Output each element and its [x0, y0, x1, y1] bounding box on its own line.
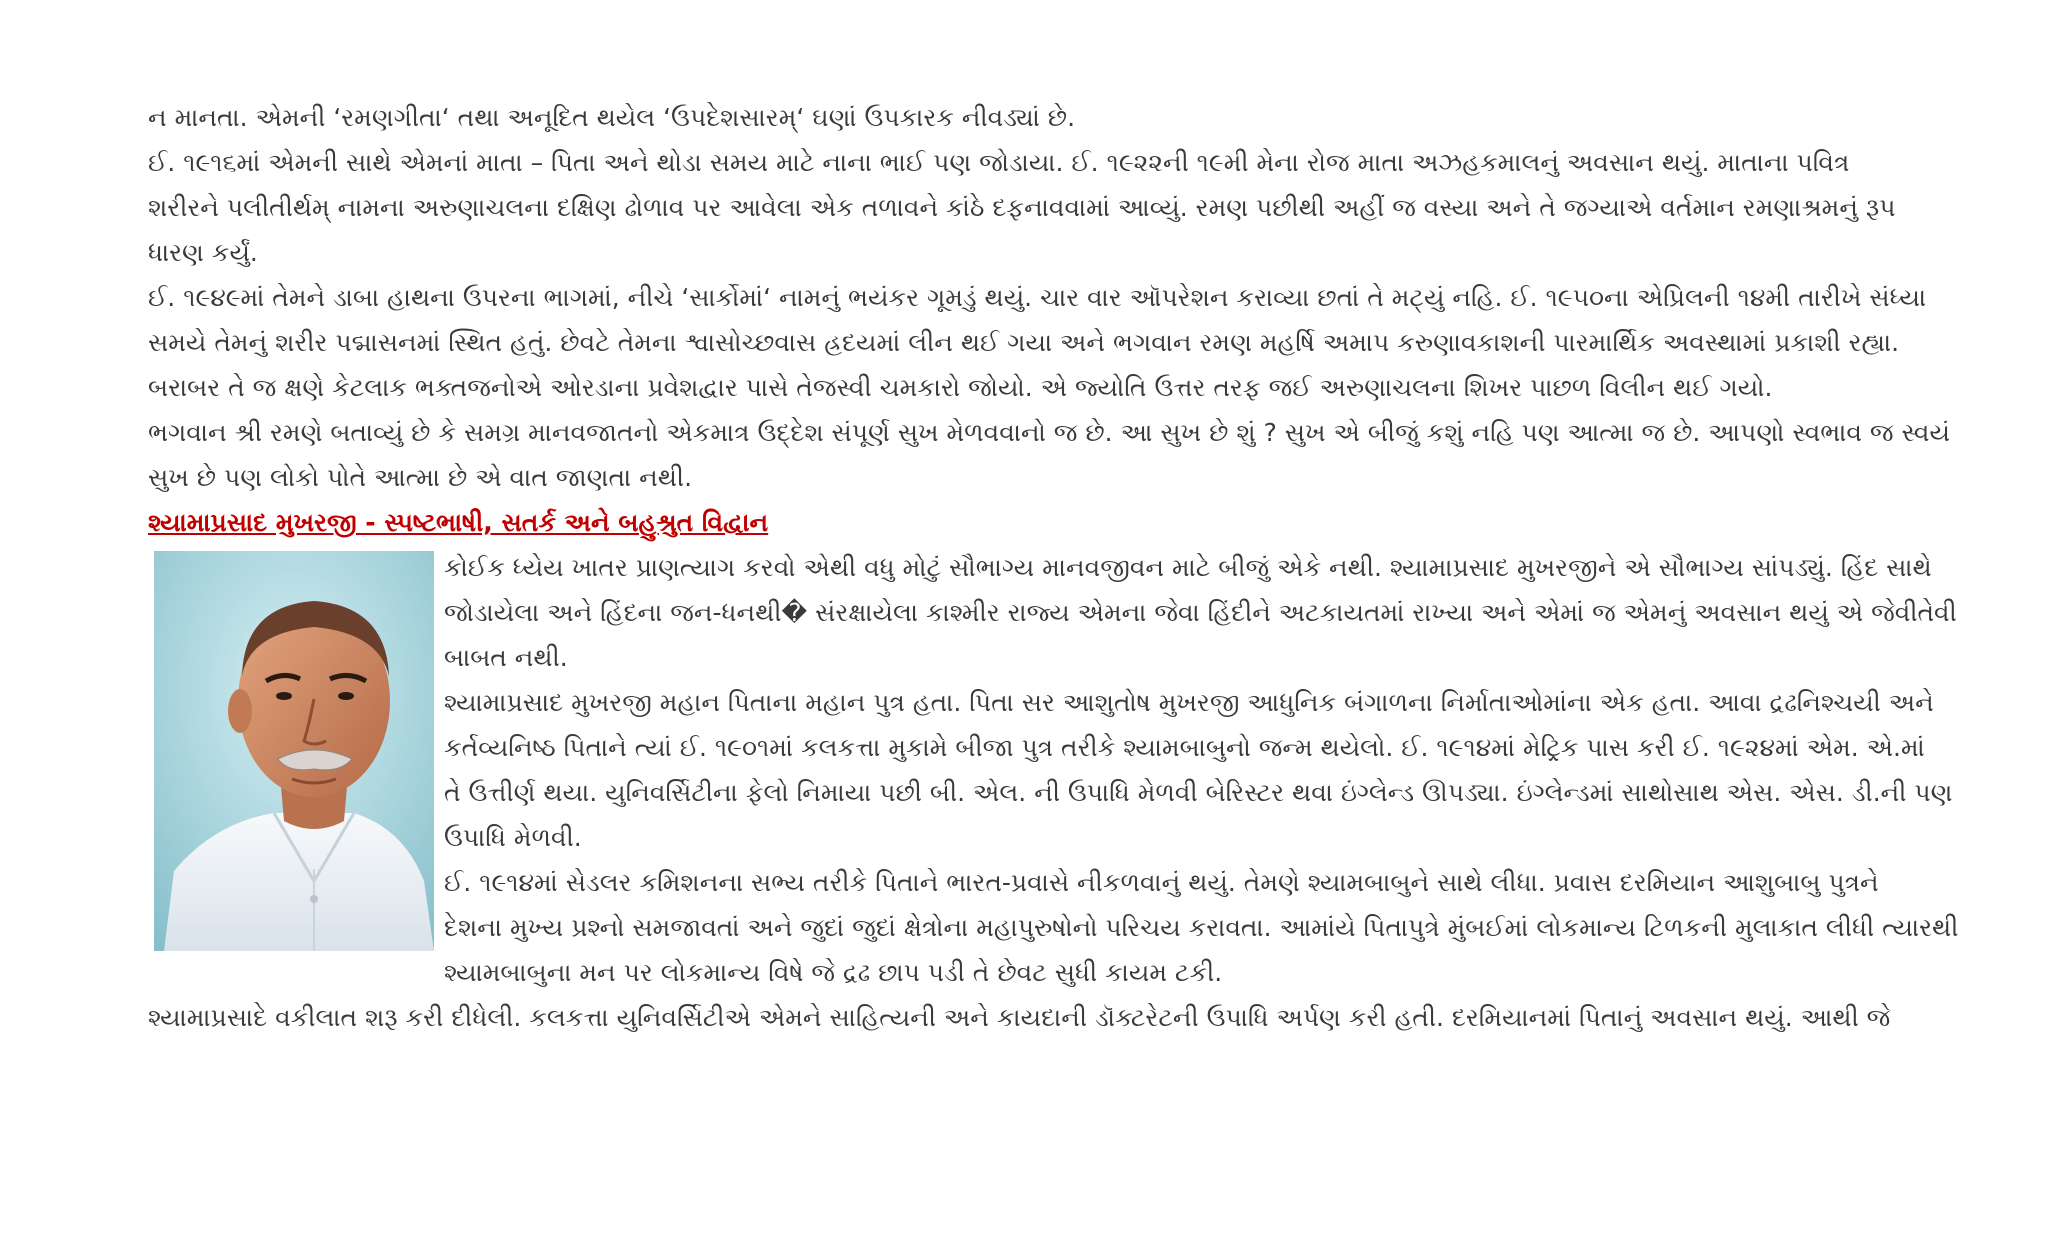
paragraph-line: ન માનતા. એમની ‘રમણગીતા‘ તથા અનૂદિત થયેલ ‘ઉપદેશસારમ્‘ ઘણાં ઉપકારક નીવડ્યાં છે.: [148, 103, 1076, 132]
paragraph-line: તે ઉત્તીર્ણ થયા. યુનિવર્સિટીના ફેલો નિમાયા પછી બી. એલ. ની ઉપાધિ મેળવી બેરિસ્ટર થવા ઇંગ્લેન્ડ ઊપડ્યા. ઇંગ્લેન્ડમાં સાથોસાથ એસ. એસ. ડી.ની પણ: [444, 778, 1953, 807]
paragraph-line: સુખ છે પણ લોકો પોતે આત્મા છે એ વાત જાણતા નથી.: [148, 463, 693, 492]
paragraph-line: બાબત નથી.: [444, 643, 568, 672]
paragraph-line: દેશના મુખ્ય પ્રશ્નો સમજાવતાં અને જુદાં જુદાં ક્ષેત્રોના મહાપુરુષોનો પરિચય કરાવતા. આમાંયે પિતાપુત્રે મુંબઈમાં લોકમાન્ય ટિળકની મુલાકાત લીધી ત્યારથી: [444, 913, 1959, 942]
article: [148, 95, 1988, 1040]
paragraph-line: સમયે તેમનું શરીર પદ્માસનમાં સ્થિત હતું. છેવટે તેમના શ્વાસોચ્છવાસ હ્રદયમાં લીન થઈ ગયા અને ભગવાન રમણ મહર્ષિ અમાપ કરુણાવકાશની પારમાર્થિક અવસ્થામાં પ્રકાશી રહ્યા.: [148, 328, 1900, 357]
intro-text: [148, 95, 1988, 500]
biography-section: [148, 545, 1988, 995]
paragraph-line: ઈ. ૧૯૧૬માં એમની સાથે એમનાં માતા – પિતા અને થોડા સમય માટે નાના ભાઈ પણ જોડાયા. ઈ. ૧૯૨૨ની ૧૯મી મેના રોજ માતા અઝહકમાલનું અવસાન થયું. માતાના પવિત્ર: [148, 148, 1850, 177]
paragraph-line: ધારણ કર્યું.: [148, 238, 258, 267]
paragraph-line: જોડાયેલા અને હિંદના જન-ધનથી� સંરક્ષાયેલા કાશ્મીર રાજ્ય એમના જેવા હિંદીને અટકાયતમાં રાખ્યા અને એમાં જ એમનું અવસાન થયું એ જેવીતેવી: [444, 598, 1957, 627]
paragraph-line: ઈ. ૧૯૧૪માં સેડલર કમિશનના સભ્ય તરીકે પિતાને ભારત-પ્રવાસે નીકળવાનું થયું. તેમણે શ્યામબાબુને સાથે લીધા. પ્રવાસ દરમિયાન આશુબાબુ પુત્રને: [444, 868, 1879, 897]
paragraph-line: બરાબર તે જ ક્ષણે કેટલાક ભક્તજનોએ ઓરડાના પ્રવેશદ્વાર પાસે તેજસ્વી ચમકારો જોયો. એ જ્યોતિ ઉત્તર તરફ જઈ અરુણાચલના શિખર પાછળ વિલીન થઈ ગયો.: [148, 373, 1773, 402]
paragraph-line: શ્યામાપ્રસાદ મુખરજી મહાન પિતાના મહાન પુત્ર હતા. પિતા સર આશુતોષ મુખરજી આધુનિક બંગાળના નિર્માતાઓમાંના એક હતા. આવા દ્રઢનિશ્ચયી અને: [444, 688, 1934, 717]
section-heading-link[interactable]: શ્યામાપ્રસાદ મુખરજી - સ્પષ્ટભાષી, સતર્ક અને બહુશ્રુત વિદ્વાન: [148, 508, 769, 537]
paragraph-line: શ્યામબાબુના મન પર લોકમાન્ય વિષે જે દ્રઢ છાપ પડી તે છેવટ સુધી કાયમ ટકી.: [444, 958, 1223, 987]
wrapped-text: [444, 545, 1984, 995]
paragraph-line: શ્યામાપ્રસાદે વકીલાત શરૂ કરી દીધેલી. કલકત્તા યુનિવર્સિટીએ એમને સાહિત્યની અને કાયદાની ડૉક્ટરેટની ઉપાધિ અર્પણ કરી હતી. દરમિયાનમાં પિતાનું અવસાન થયું. આથી જે: [148, 1003, 1891, 1032]
paragraph-line: ઈ. ૧૯૪૯માં તેમને ડાબા હાથના ઉપરના ભાગમાં, નીચે ‘સાર્કોમાં‘ નામનું ભયંકર ગૂમડું થયું. ચાર વાર ઑપરેશન કરાવ્યા છતાં તે મટ્યું નહિ. ઈ. ૧૯૫૦ના એપ્રિલની ૧૪મી તારીખે સંધ્યા: [148, 283, 1927, 312]
paragraph-line: કોઈક ધ્યેય ખાતર પ્રાણત્યાગ કરવો એથી વધુ મોટું સૌભાગ્ય માનવજીવન માટે બીજું એકે નથી. શ્યામાપ્રસાદ મુખરજીને એ સૌભાગ્ય સાંપડ્યું. હિંદ સાથે: [444, 553, 1932, 582]
paragraph-line: ઉપાધિ મેળવી.: [444, 823, 582, 852]
portrait-image: [154, 551, 434, 951]
paragraph-line: કર્તવ્યનિષ્ઠ પિતાને ત્યાં ઈ. ૧૯૦૧માં કલકત્તા મુકામે બીજા પુત્ર તરીકે શ્યામબાબુનો જન્મ થયેલો. ઈ. ૧૯૧૪માં મેટ્રિક પાસ કરી ઈ. ૧૯૨૪માં એમ. એ.માં: [444, 733, 1925, 762]
closing-text: [148, 995, 1988, 1040]
paragraph-line: શરીરને પલીતીર્થમ્ નામના અરુણાચલના દક્ષિણ ઢોળાવ પર આવેલા એક તળાવને કાંઠે દફનાવવામાં આવ્યું. રમણ પછીથી અહીં જ વસ્યા અને તે જગ્યાએ વર્તમાન રમણાશ્રમનું રૂપ: [148, 193, 1896, 222]
paragraph-line: ભગવાન શ્રી રમણે બતાવ્યું છે કે સમગ્ર માનવજાતનો એકમાત્ર ઉદ્દેશ સંપૂર્ણ સુખ મેળવવાનો જ છે. આ સુખ છે શું ? સુખ એ બીજું કશું નહિ પણ આત્મા જ છે. આપણો સ્વભાવ જ સ્વયં: [148, 418, 1950, 447]
